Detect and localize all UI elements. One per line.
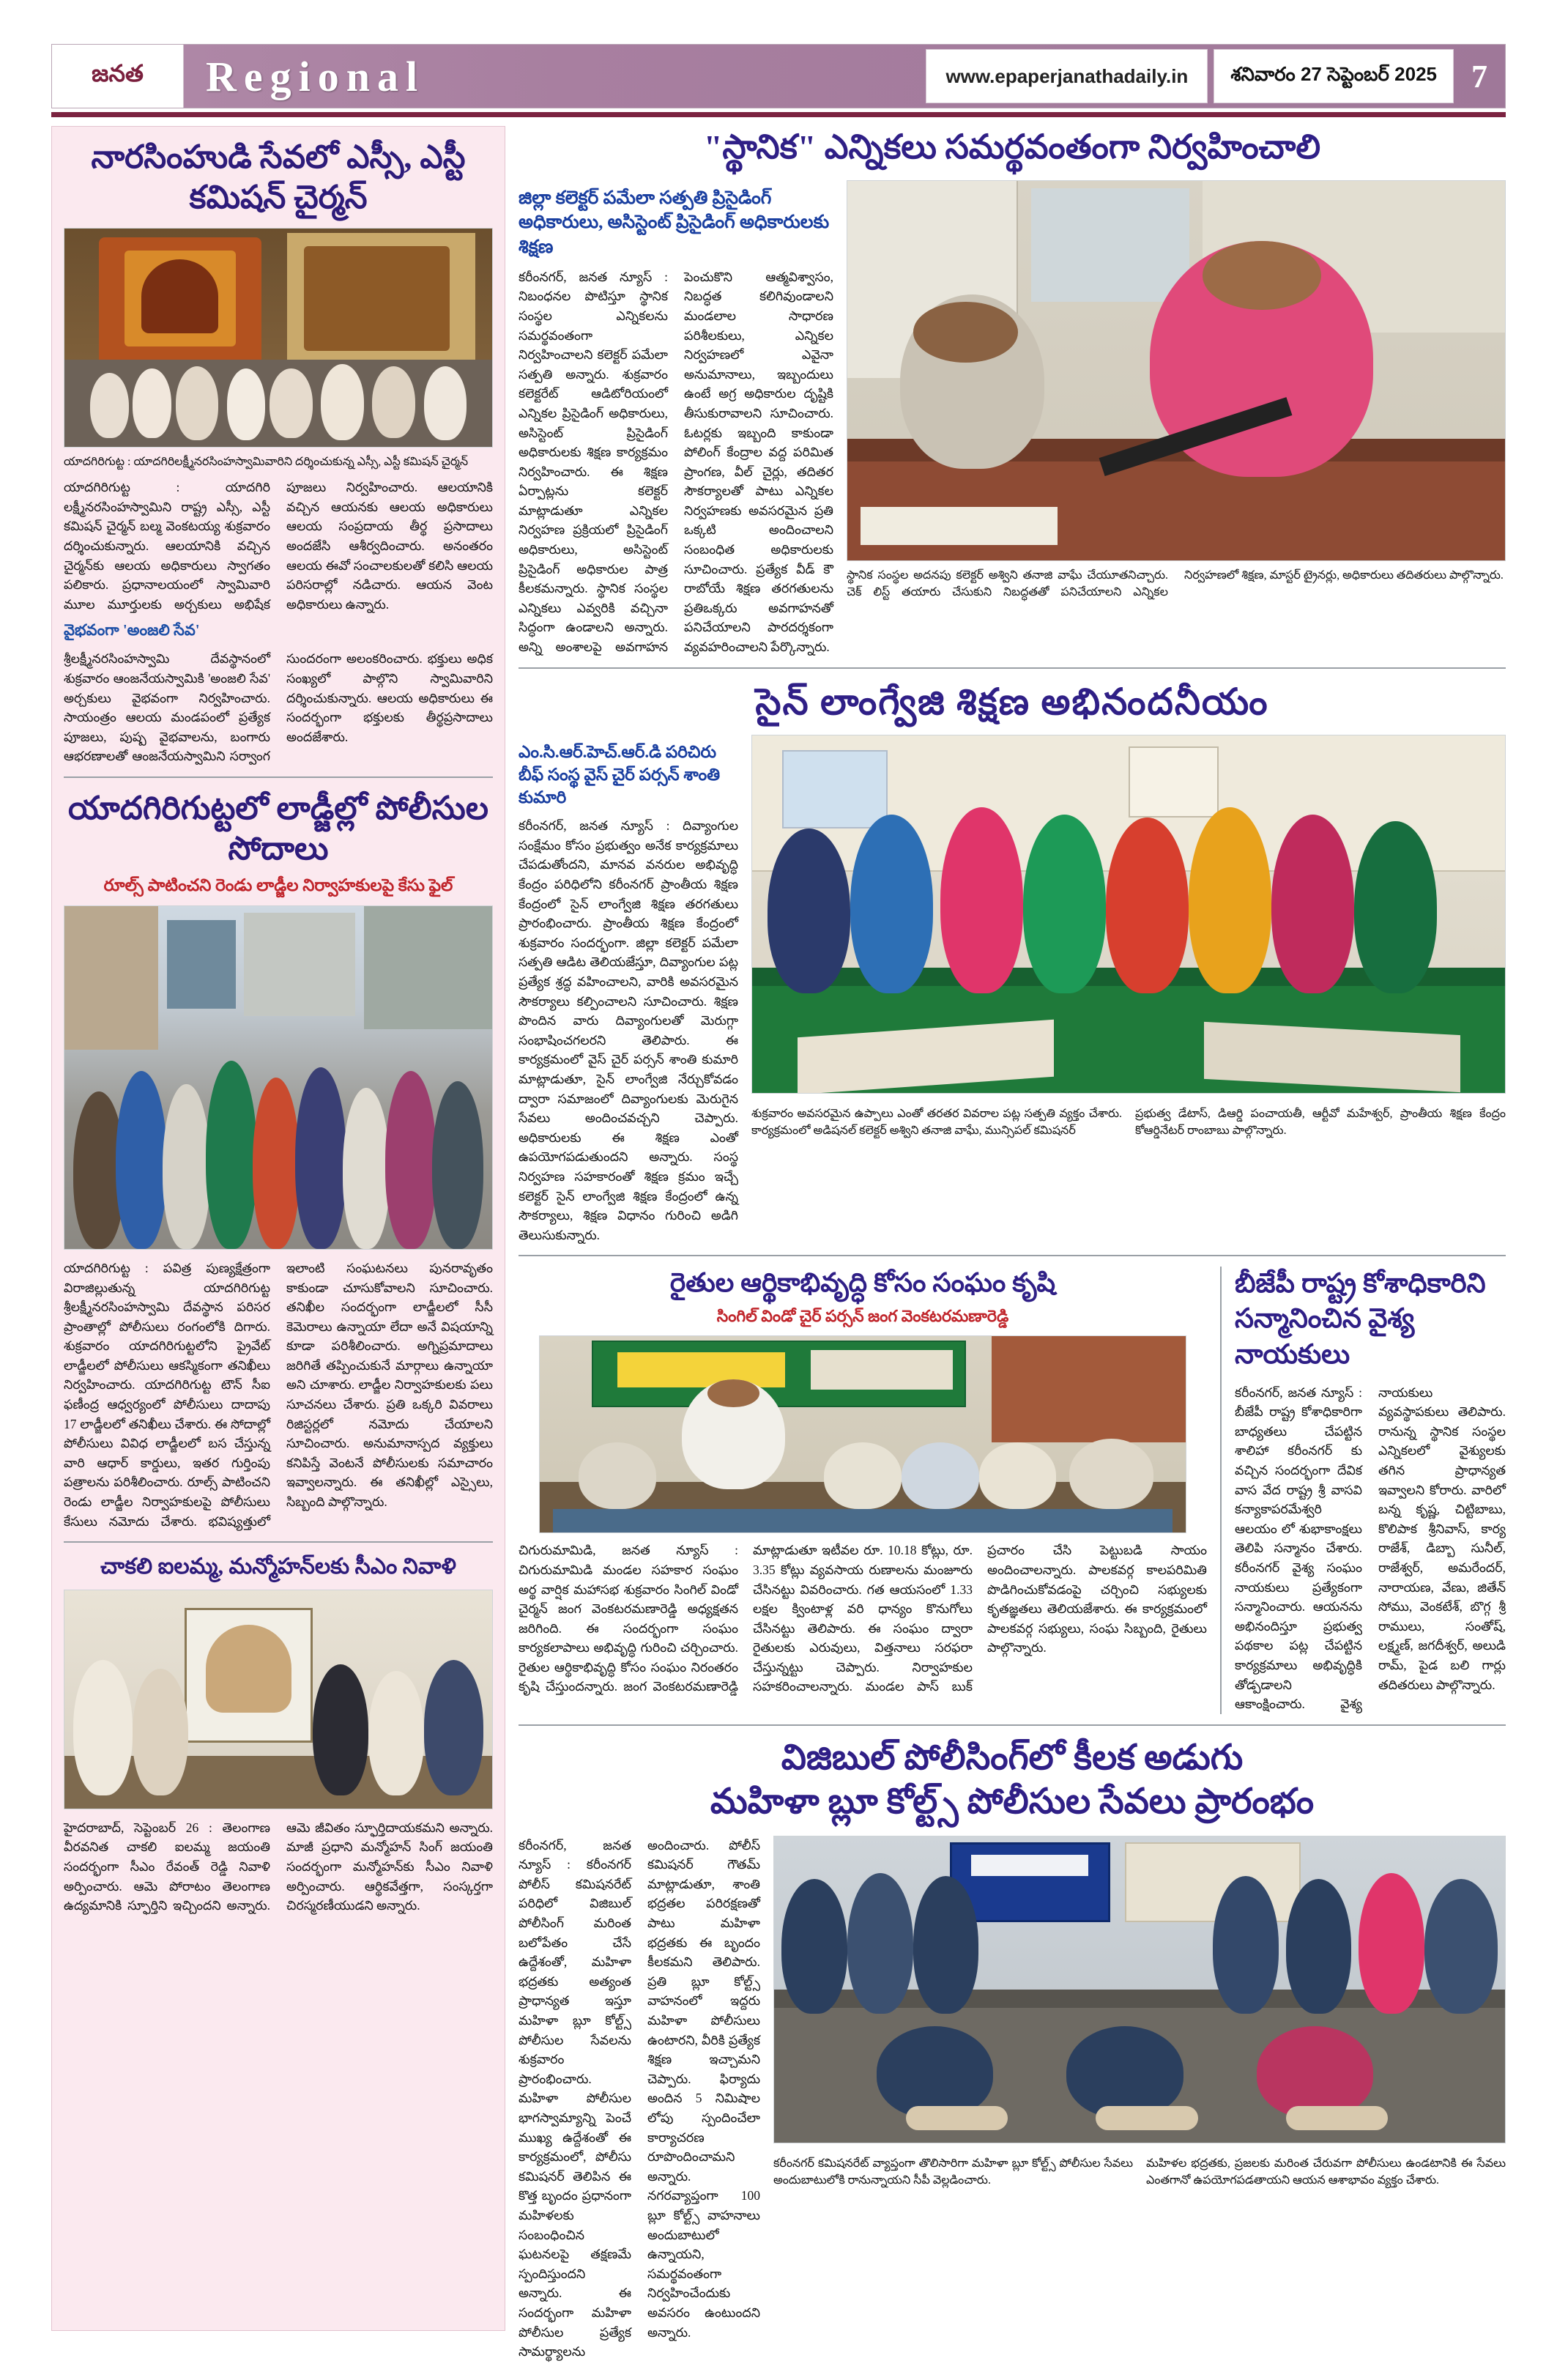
divider-3	[519, 667, 1506, 669]
article-narasimha-sub1: వైభవంగా 'అంజలి సేవ'	[64, 621, 200, 640]
article-lodge-photo	[64, 905, 493, 1250]
article-narasimha-photo	[64, 228, 493, 448]
article-elections	[519, 126, 1506, 657]
article-police-photo-caption-left: కరీంనగర్ కమిషనరేట్ వ్యాప్తంగా తొలిసారిగా మహిళా బ్లూ కోల్ట్స్ పోలీసుల సేవలు అందుబాటులోకి రానున్నాయని సీపీ వెల్లడించారు.	[773, 2157, 1133, 2187]
article-lodge-headline: యాదగిరిగుట్టలో లాడ్జీల్లో పోలీసుల సోదాలు	[68, 790, 488, 867]
masthead	[51, 44, 1506, 108]
photo-content	[774, 1836, 1505, 2143]
left-column	[51, 126, 505, 2331]
article-elections-subhead: జిల్లా కలెక్టర్ పమేలా సత్పతి ప్రిసైడింగ్ అధికారులు, అసిస్టెంట్ ప్రిసైడింగ్ అధికారులకు శిక్షణ	[519, 188, 830, 257]
article-farmers-headline: రైతుల ఆర్థికాభివృద్ధి కోసం సంఘం కృషి	[669, 1268, 1056, 1298]
article-sign-body: కరీంనగర్, జనత న్యూస్ : దివ్యాంగుల సంక్షేమం కోసం ప్రభుత్వం అనేక కార్యక్రమాలు చేపడుతోందని, మానవ వనరుల అభివృద్ధి కేంద్రం పరిధిలోని కరీంనగర్ ప్రాంతీయ శిక్షణ కేంద్రంలో సైన్ లాంగ్వేజి శిక్షణ తరగతులు ప్రారంభించారు. ప్రాంతీయ శిక్షణ కేంద్రంలో శుక్రవారం సందర్భంగా. జిల్లా కలెక్టర్ పమేలా సత్పతి ఆడిట తెలియజేస్తూ, దివ్యాంగుల పట్ల ప్రత్యేక శ్రద్ధ వహించాలని, వారికి అవసరమైన సౌకర్యాలు కల్పించాలని సూచించారు. శిక్షణ పొందిన వారు దివ్యాంగులతో మెరుగ్గా సంభాషించగలరని తెలిపారు. ఈ కార్యక్రమంలో వైస్ చైర్ పర్సన్ శాంతి కుమారి మాట్లాడుతూ, సైన్ లాంగ్వేజి నేర్చుకోవడం ద్వారా సమాజంలో దివ్యాంగులకు మెరుగైన సేవలు అందించవచ్చని చెప్పారు. అధికారులకు ఈ శిక్షణ ఎంతో ఉపయోగపడుతుందని అన్నారు. సంస్థ నిర్వహణ సహకారంతో శిక్షణ క్రమం ఇచ్చే కలెక్టర్ సైన్ లాంగ్వేజి శిక్షణ కేంద్రంలో ఉన్న సౌకర్యాలు, శిక్షణ విధానం గురించి అడిగి తెలుసుకున్నారు.	[519, 818, 738, 1242]
article-lodge-raids	[64, 788, 493, 1531]
photo-content	[64, 229, 492, 447]
photo-content	[64, 906, 492, 1249]
article-narasimha-photo-caption: యాదగిరిగుట్ట : యాదగిరిలక్ష్మీనరసింహస్వామివారిని దర్శించుకున్న ఎస్సీ, ఎస్టీ కమిషన్ చైర్మన్	[64, 456, 469, 468]
divider-1	[64, 776, 493, 778]
article-police-headline-1: విజిబుల్ పోలీసింగ్‌లో కీలక అడుగు	[781, 1738, 1244, 1777]
article-cm-photo	[64, 1590, 493, 1809]
article-bjp	[1235, 1267, 1506, 1713]
logo-text: జనత	[92, 59, 144, 86]
article-sign-headline: సైన్ లాంగ్వేజి శిక్షణ అభినందనీయం	[755, 681, 1269, 722]
page-number: 7	[1471, 58, 1487, 94]
article-sign-photo-caption-left: శుక్రవారం అవసరమైన ఉప్పాలు ఎంతో తరతర వివరాల పట్ల సత్పతి వ్యక్తం చేశారు. కార్యక్రమంలో అడిషనల్ కలెక్టర్ అశ్విని తనాజి వాఘే, మున్సిపల్ కమిషనర్	[751, 1108, 1122, 1138]
article-sign-photo-caption-right: ప్రభుత్వ డేటాస్, డిఆర్డి పంచాయతీ, ఆర్టీవో మహేశ్వర్, ప్రాంతీయ శిక్షణ కేంద్రం కోఆర్డినేటర్ రాంబాబు పాల్గొన్నారు.	[1135, 1108, 1506, 1138]
article-police-photo-caption-right: మహిళల భద్రతకు, ప్రజలకు మరింత చేరువగా పోలీసులు ఉండటానికి ఈ సేవలు ఎంతగానో ఉపయోగపడతాయని ఆయన ఆశాభావం వ్యక్తం చేశారు.	[1146, 2157, 1506, 2187]
masthead-spacer	[454, 45, 926, 108]
divider-5	[519, 1724, 1506, 1726]
article-sign-subhead: ఎం.సి.ఆర్.హెచ్.ఆర్.డి పరిచిరు బీఫ్ సంస్థ వైస్ చైర్ పర్సన్ శాంతి కుమారి	[519, 743, 721, 807]
article-police-photo	[773, 1836, 1506, 2143]
article-elections-photo-caption: స్థానిక సంస్థల అదనపు కలెక్టర్ అశ్విని తనాజి వాఘే చేయూతనిచ్చారు. చెక్ లిస్ట్ తయారు చేసుకుని నిబద్ధతతో పనిచేయాలని ఎన్నికల నిర్వహణలో శిక్షణ, మాస్టర్ ట్రైనర్లు, అధికారులు తదితరులు పాల్గొన్నారు.	[847, 568, 1504, 598]
article-police-headline-2: మహిళా బ్లూ కోల్ట్స్ పోలీసుల సేవలు ప్రారంభం	[710, 1782, 1315, 1821]
article-narasimha	[64, 137, 493, 766]
right-column	[505, 126, 1506, 2359]
photo-content	[540, 1336, 1186, 1532]
divider-2	[64, 1541, 493, 1543]
article-bjp-headline: బీజేపీ రాష్ట్ర కోశాధికారిని సన్మానించిన వైశ్య నాయకులు	[1235, 1269, 1486, 1370]
publication-date: శనివారం 27 సెప్టెంబర్ 2025	[1214, 49, 1454, 103]
section-title: Regional	[206, 52, 426, 100]
article-cm-tribute	[64, 1553, 493, 1915]
article-farmers-photo	[539, 1335, 1186, 1533]
article-police-body: కరీంనగర్, జనత న్యూస్ : కరీంనగర్ పోలీస్ కమిషనరేట్ పరిధిలో విజిబుల్ పోలీసింగ్ మరింత బలోపేతం చేసే ఉద్దేశంతో, మహిళా భద్రతకు అత్యంత ప్రాధాన్యత ఇస్తూ మహిళా బ్లూ కోల్ట్స్ పోలీసుల సేవలను శుక్రవారం ప్రారంభించారు. మహిళా పోలీసుల భాగస్వామ్యాన్ని పెంచే ముఖ్య ఉద్దేశంతో ఈ కార్యక్రమంలో, పోలీసు కమిషనర్ తెలిపిన ఈ కొత్త బృందం ప్రధానంగా మహిళలకు సంబంధించిన ఘటనలపై తక్షణమే స్పందిస్తుందని అన్నారు. ఈ సందర్భంగా మహిళా పోలీసుల ప్రత్యేక సామర్థ్యాలను అందించారు. పోలీస్ కమిషనర్ గౌతమ్ మాట్లాడుతూ, శాంతి భద్రతల పరిరక్షణతో పాటు మహిళా భద్రతకు ఈ బృందం కీలకమని తెలిపారు. ప్రతి బ్లూ కోల్ట్స్ వాహనంలో ఇద్దరు మహిళా పోలీసులు ఉంటారని, వీరికి ప్రత్యేక శిక్షణ ఇచ్చామని చెప్పారు. ఫిర్యాదు అందిన 5 నిమిషాల లోపు స్పందించేలా కార్యాచరణ రూపొందించామని అన్నారు. నగరవ్యాప్తంగా 100 బ్లూ కోల్ట్స్ వాహనాలు అందుబాటులో ఉన్నాయని, సమర్థవంతంగా నిర్వహించేందుకు అవసరం ఉంటుందని అన్నారు.	[519, 1837, 760, 2359]
photo-content	[847, 181, 1505, 560]
article-sign-photo	[751, 735, 1506, 1094]
article-elections-body: కరీంనగర్, జనత న్యూస్ : నిబంధనల పొటిస్తూ స్థానిక సంస్థల ఎన్నికలను సమర్థవంతంగా నిర్వహించాలని కలెక్టర్ పమేలా సత్పతి అన్నారు. శుక్రవారం కలెక్టరేట్ ఆడిటోరియంలో ఎన్నికల ప్రిసైడింగ్ అధికారులు, అసిస్టెంట్ ప్రిసైడింగ్ అధికారులకు శిక్షణ కార్యక్రమం నిర్వహించారు. ఈ శిక్షణ ఏర్పాట్లను కలెక్టర్ మాట్లాడుతూ ఎన్నికల నిర్వహణ ప్రక్రియలో ప్రిసైడింగ్ అధికారులు, అసిస్టెంట్ ప్రిసైడింగ్ అధికారుల పాత్ర కీలకమన్నారు. స్థానిక సంస్థల ఎన్నికలు ఎవ్వరికి వచ్చినా సిద్ధంగా ఉండాలని అన్నారు. అన్ని అంశాలపై అవగాహన పెంచుకొని ఆత్మవిశ్వాసం, నిబద్ధత కలిగివుండాలని మండలాల సాధారణ పరిశీలకులు, ఎన్నికల నిర్వహణలో ఎవైనా అనుమానాలు, ఇబ్బందులు ఉంటే అగ్ర అధికారుల దృష్టికి తీసుకురావాలని సూచించారు. ఓటర్లకు ఇబ్బంది కాకుండా పోలింగ్ కేంద్రాల వద్ద పరిమిత ప్రాంగణ, వీల్ చైర్లు, తదితర సౌకర్యాలతో పాటు ఎన్నికల నిర్వహణకు అవసరమైన ప్రతి ఒక్కటి అందించాలని సంబంధిత అధికారులకు సూచించారు. ప్రత్యేక వీడ్ కౌ రాబోయే శిక్షణ తరగతులను ప్రతిఒక్కరు అవగాహనతో పనిచేయాలని పారదర్శకంగా వ్యవహరించాలని పేర్కొన్నారు.	[519, 269, 833, 655]
article-narasimha-body2: శ్రీలక్ష్మీనరసింహస్వామి దేవస్థానంలో శుక్రవారం ఆంజనేయస్వామికి 'అంజలి సేవ' అర్చకులు వైభవంగా నిర్వహించారు. సాయంత్రం ఆలయ మండపంలో ప్రత్యేక పూజలు, పుష్ప వైభవాలను, బంగారు ఆభరణాలతో ఆంజనేయస్వామిని సర్వాంగ సుందరంగా అలంకరించారు. భక్తులు అధిక సంఖ్యలో పాల్గొని స్వామివారిని దర్శించుకున్నారు. ఆలయ అధికారులు ఈ సందర్భంగా భక్తులకు తీర్థప్రసాదాలు అందజేశారు.	[64, 651, 493, 764]
article-farmers-subhead: సింగిల్ విండో చైర్ పర్సన్ జంగ వెంకటరమణారెడ్డి	[716, 1307, 1009, 1326]
article-elections-photo	[847, 180, 1506, 561]
article-farmers	[519, 1267, 1222, 1713]
article-cm-body: హైదరాబాద్, సెప్టెంబర్ 26 : తెలంగాణ వీరవనిత చాకలి ఐలమ్మ జయంతి సందర్భంగా సీఎం రేవంత్ రెడ్డి నివాళి అర్పించారు. ఆమె పోరాటం తెలంగాణ ఉద్యమానికి స్ఫూర్తిని ఇచ్చిందని అన్నారు. ఆమె జీవితం స్ఫూర్తిదాయకమని అన్నారు. మాజీ ప్రధాని మన్మోహన్ సింగ్ జయంతి సందర్భంగా మన్మోహన్‌కు సీఎం నివాళి అర్పించారు. ఆర్థికవేత్తగా, సంస్కర్తగా చిరస్మరణీయుడని అన్నారు.	[64, 1820, 493, 1913]
masthead-rule	[51, 112, 1506, 117]
photo-content	[64, 1590, 492, 1809]
photo-content	[752, 735, 1505, 1093]
article-bjp-body: కరీంనగర్, జనత న్యూస్ : బీజేపీ రాష్ట్ర కోశాధికారిగా బాధ్యతలు చేపట్టిన శాలిహా కరీంనగర్ కు వచ్చిన సందర్భంగా దేవిక వాస వేద రాష్ట్ర శ్రీ వాసవి కన్యాకాపరమేశ్వరి ఆలయం లో శుభాకాంక్షలు తెలిపి సన్మానం చేశారు. కరీంనగర్ వైశ్య సంఘం నాయకులు ప్రత్యేకంగా సన్మానించారు. ఆయనను అభినందిస్తూ ప్రభుత్వ పథకాల పట్ల చేపట్టిన కార్యక్రమాలు అభివృద్ధికి తోడ్పడాలని ఆకాంక్షించారు. వైశ్య నాయకులు వ్యవస్థాపకులు తెలిపారు. రానున్న స్థానిక సంస్థల ఎన్నికలలో వైశ్యులకు తగిన ప్రాధాన్యత ఇవ్వాలని కోరారు. వారిలో బన్న కృష్ణ, చిట్టిబాబు, కొలిపాక శ్రీనివాస్, కార్య రాజేశ్, డిబ్బా సునీల్, రాజేశ్వర్, అమరేందర్, నారాయణ, వేణు, జితేన్ సోము, వెంకటేశ్, బొగ్గ శ్రీ రాములు, సంతోష్, లక్ష్మణ్, జగదీశ్వర్, అలుడి రామ్, పైడ బలి గార్లు తదితరులు పాల్గొన్నారు.	[1235, 1384, 1506, 1712]
row-farmers-bjp	[519, 1267, 1506, 1713]
article-cm-headline: చాకలి ఐలమ్మ, మన్మోహన్‌లకు సీఎం నివాళి	[100, 1554, 456, 1579]
article-narasimha-body: యాదగిరిగుట్ట : యాదగిరి లక్ష్మీనరసింహస్వామిని రాష్ట్ర ఎస్సీ, ఎస్టీ కమిషన్ చైర్మన్ బల్మ వెంకటయ్య శుక్రవారం దర్శించుకున్నారు. ఆలయానికి వచ్చిన చైర్మన్‌కు ఆలయ అధికారులు స్వాగతం పలికారు. ప్రధానాలయంలో స్వామివారి మూల మూర్తులకు అర్చకులు అభిషేక పూజలు నిర్వహించారు. ఆలయానికి వచ్చిన ఆయనకు ఆలయ అధికారులు ఆలయ సంప్రదాయ తీర్థ ప్రసాదాలు అందజేసి ఆశీర్వదించారు. అనంతరం ఆలయ ఈవో సంచాలకులతో కలిసి ఆలయ పరిసరాల్లో నడిచారు. ఆయన వెంట అధికారులు ఉన్నారు.	[64, 480, 493, 612]
content-grid	[51, 126, 1506, 2359]
article-elections-headline: "స్థానిక" ఎన్నికలు సమర్థవంతంగా నిర్వహించాలి	[703, 128, 1321, 166]
article-lodge-body: యాదగిరిగుట్ట : పవిత్ర పుణ్యక్షేత్రంగా విరాజిల్లుతున్న యాదగిరిగుట్ట శ్రీలక్ష్మీనరసింహస్వామి దేవస్థాన పరిసర ప్రాంతాల్లో పోలీసులు రంగంలోకి దిగారు. శుక్రవారం యాదగిరిగుట్టలోని ప్రైవేట్ లాడ్జీలలో పోలీసులు ఆకస్మికంగా తనిఖీలు నిర్వహించారు. యాదగిరిగుట్ట టౌన్ సీఐ ఫణీంద్ర ఆధ్వర్యంలో పోలీసులు దాదాపు 17 లాడ్జీలలో తనిఖీలు చేశారు. ఈ సోదాల్లో పోలీసులు వివిధ లాడ్జీలలో బస చేస్తున్న వారి ఆధార్ కార్డులు, ఇతర గుర్తింపు పత్రాలను పరిశీలించారు. రూల్స్ పాటించని రెండు లాడ్జీల నిర్వాహకులపై పోలీసులు కేసులు నమోదు చేశారు. భవిష్యత్తులో ఇలాంటి సంఘటనలు పునరావృతం కాకుండా చూసుకోవాలని సూచించారు. తనిఖీల సందర్భంగా లాడ్జీలలో సీసీ కెమెరాలు ఉన్నాయా లేదా అనే విషయాన్ని కూడా పరిశీలించారు. అగ్నిప్రమాదాలు జరిగితే తప్పించుకునే మార్గాలు ఉన్నాయా అని చూశారు. లాడ్జీల నిర్వాహకులకు పలు సూచనలు చేశారు. ప్రతి ఒక్కరి వివరాలు రిజిస్టర్లలో నమోదు చేయాలని సూచించారు. అనుమానాస్పద వ్యక్తులు కనిపిస్తే వెంటనే పోలీసులకు సమాచారం ఇవ్వాలన్నారు. ఈ తనిఖీల్లో ఎస్సైలు, సిబ్బంది పాల్గొన్నారు.	[64, 1260, 493, 1529]
publication-logo	[52, 45, 184, 108]
article-sign-language	[519, 679, 1506, 1245]
article-narasimha-headline: నారసింహుడి సేవలో ఎస్సీ, ఎస్టీ కమిషన్ చైర్మన్	[91, 139, 466, 215]
article-farmers-body: చిగురుమామిడి, జనత న్యూస్ : చిగురుమామిడి మండల సహకార సంఘం అర్థ వార్షిక మహాసభ శుక్రవారం సింగిల్ విండో చైర్మన్ జంగ వెంకటరమణారెడ్డి అధ్యక్షతన జరిగింది. ఈ సందర్భంగా సంఘం కార్యకలాపాలు అభివృద్ధి గురించి చర్చించారు. రైతుల ఆర్థికాభివృద్ధి కోసం సంఘం నిరంతరం కృషి చేస్తుందన్నారు. జంగ వెంకటరమణారెడ్డి మాట్లాడుతూ ఇటీవల రూ. 10.18 కోట్లు, రూ. 3.35 కోట్లు వ్యవసాయ రుణాలను మంజూరు చేసినట్టు వివరించారు. గత ఆయసంలో 1.33 లక్షల క్వింటాళ్ల వరి ధాన్యం కొనుగోలు చేసినట్టు తెలిపారు. ఈ సంఘం ద్వారా రైతులకు ఎరువులు, విత్తనాలు సరఫరా చేస్తున్నట్టు చెప్పారు. నిర్వాహకుల సహకరించాలన్నారు. మండల పాస్ బుక్ ప్రచారం చేసి పెట్టుబడి సాయం అందించాలన్నారు. పాలకవర్గ కాలపరిమితి పొడిగించుకోవడంపై చర్చించి సభ్యులకు కృతజ్ఞతలు తెలియజేశారు. ఈ కార్యక్రమంలో పాలకవర్గ సభ్యులు, సంఘ సిబ్బంది, రైతులు పాల్గొన్నారు.	[519, 1543, 1207, 1694]
article-lodge-subhead: రూల్స్ పాటించని రెండు లాడ్జీల నిర్వాహకులపై కేసు ఫైల్	[103, 875, 453, 894]
article-police	[519, 1736, 1506, 2362]
website-url[interactable]: www.epaperjanathadaily.in	[926, 49, 1208, 103]
divider-4	[519, 1255, 1506, 1256]
